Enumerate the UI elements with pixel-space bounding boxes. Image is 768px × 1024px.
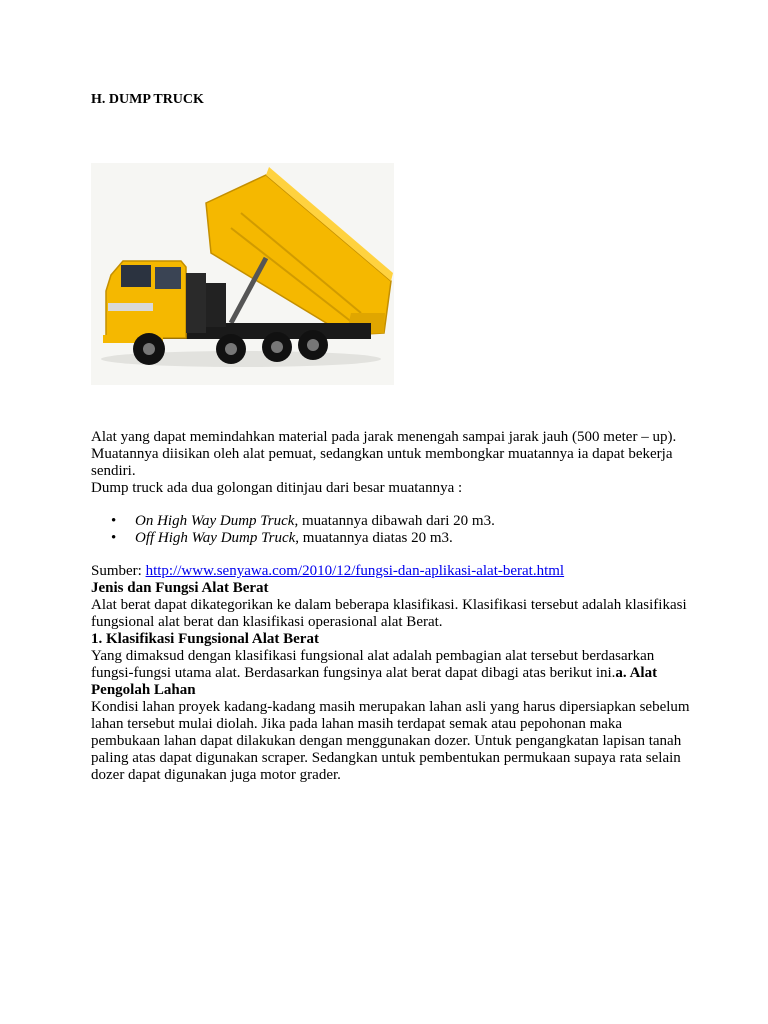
bullet-icon: • [111,513,117,529]
section-title: Jenis dan Fungsi Alat Berat [91,580,269,596]
paragraph-description: Alat yang dapat memindahkan material pada jarak menengah sampai jarak jauh (500 meter – up). Muatannya diisikan oleh alat pemuat, sedangkan untuk membongkar muatannya ia dapat bekerja sendiri. [91,429,677,479]
bullet-term: On High Way Dump Truck [135,513,295,529]
document-body [91,429,691,784]
source-line [91,563,691,580]
bullet-text: , muatannya dibawah dari 20 m3. [294,513,495,529]
paragraph-categories-intro: Dump truck ada dua golongan ditinjau dari besar muatannya : [91,480,463,496]
bullet-text: , muatannya diatas 20 m3. [295,530,453,546]
list-item [91,530,691,547]
subsub-title: a. Alat Pengolah Lahan [91,665,658,698]
subsection-title: 1. Klasifikasi Fungsional Alat Berat [91,631,319,647]
bullet-term: Off High Way Dump Truck [135,530,296,546]
dump-truck-image [91,163,394,385]
source-label: Sumber: [91,563,146,579]
paragraph-functional: Yang dimaksud dengan klasifikasi fungsional alat adalah pembagian alat tersebut berdasarkan fungsi-fungsi utama alat. Berdasarkan fungsinya alat berat dapat dibagi atas berikut ini.a. Alat Pengolah Lahan [91,648,658,698]
source-link[interactable]: http://www.senyawa.com/2010/12/fungsi-dan-aplikasi-alat-berat.html [145,563,565,579]
page-heading: H. DUMP TRUCK [91,92,204,107]
list-item [91,513,691,530]
paragraph-classification: Alat berat dapat dikategorikan ke dalam beberapa klasifikasi. Klasifikasi tersebut adalah klasifikasi fungsional alat berat dan klasifikasi operasional alat Berat. [91,597,687,630]
bullet-icon: • [111,530,117,546]
bullet-list [91,513,691,547]
paragraph-land-processing: Kondisi lahan proyek kadang-kadang masih merupakan lahan asli yang harus dipersiapkan sebelum lahan tersebut mulai diolah. Jika pada lahan masih terdapat semak atau pepohonan maka pembukaan lahan dapat dilakukan dengan menggunakan dozer. Untuk pengangkatan lapisan tanah paling atas dapat digunakan scraper. Sedangkan untuk pembentukan permukaan supaya rata selain dozer dapat digunakan juga motor grader. [91,699,690,783]
